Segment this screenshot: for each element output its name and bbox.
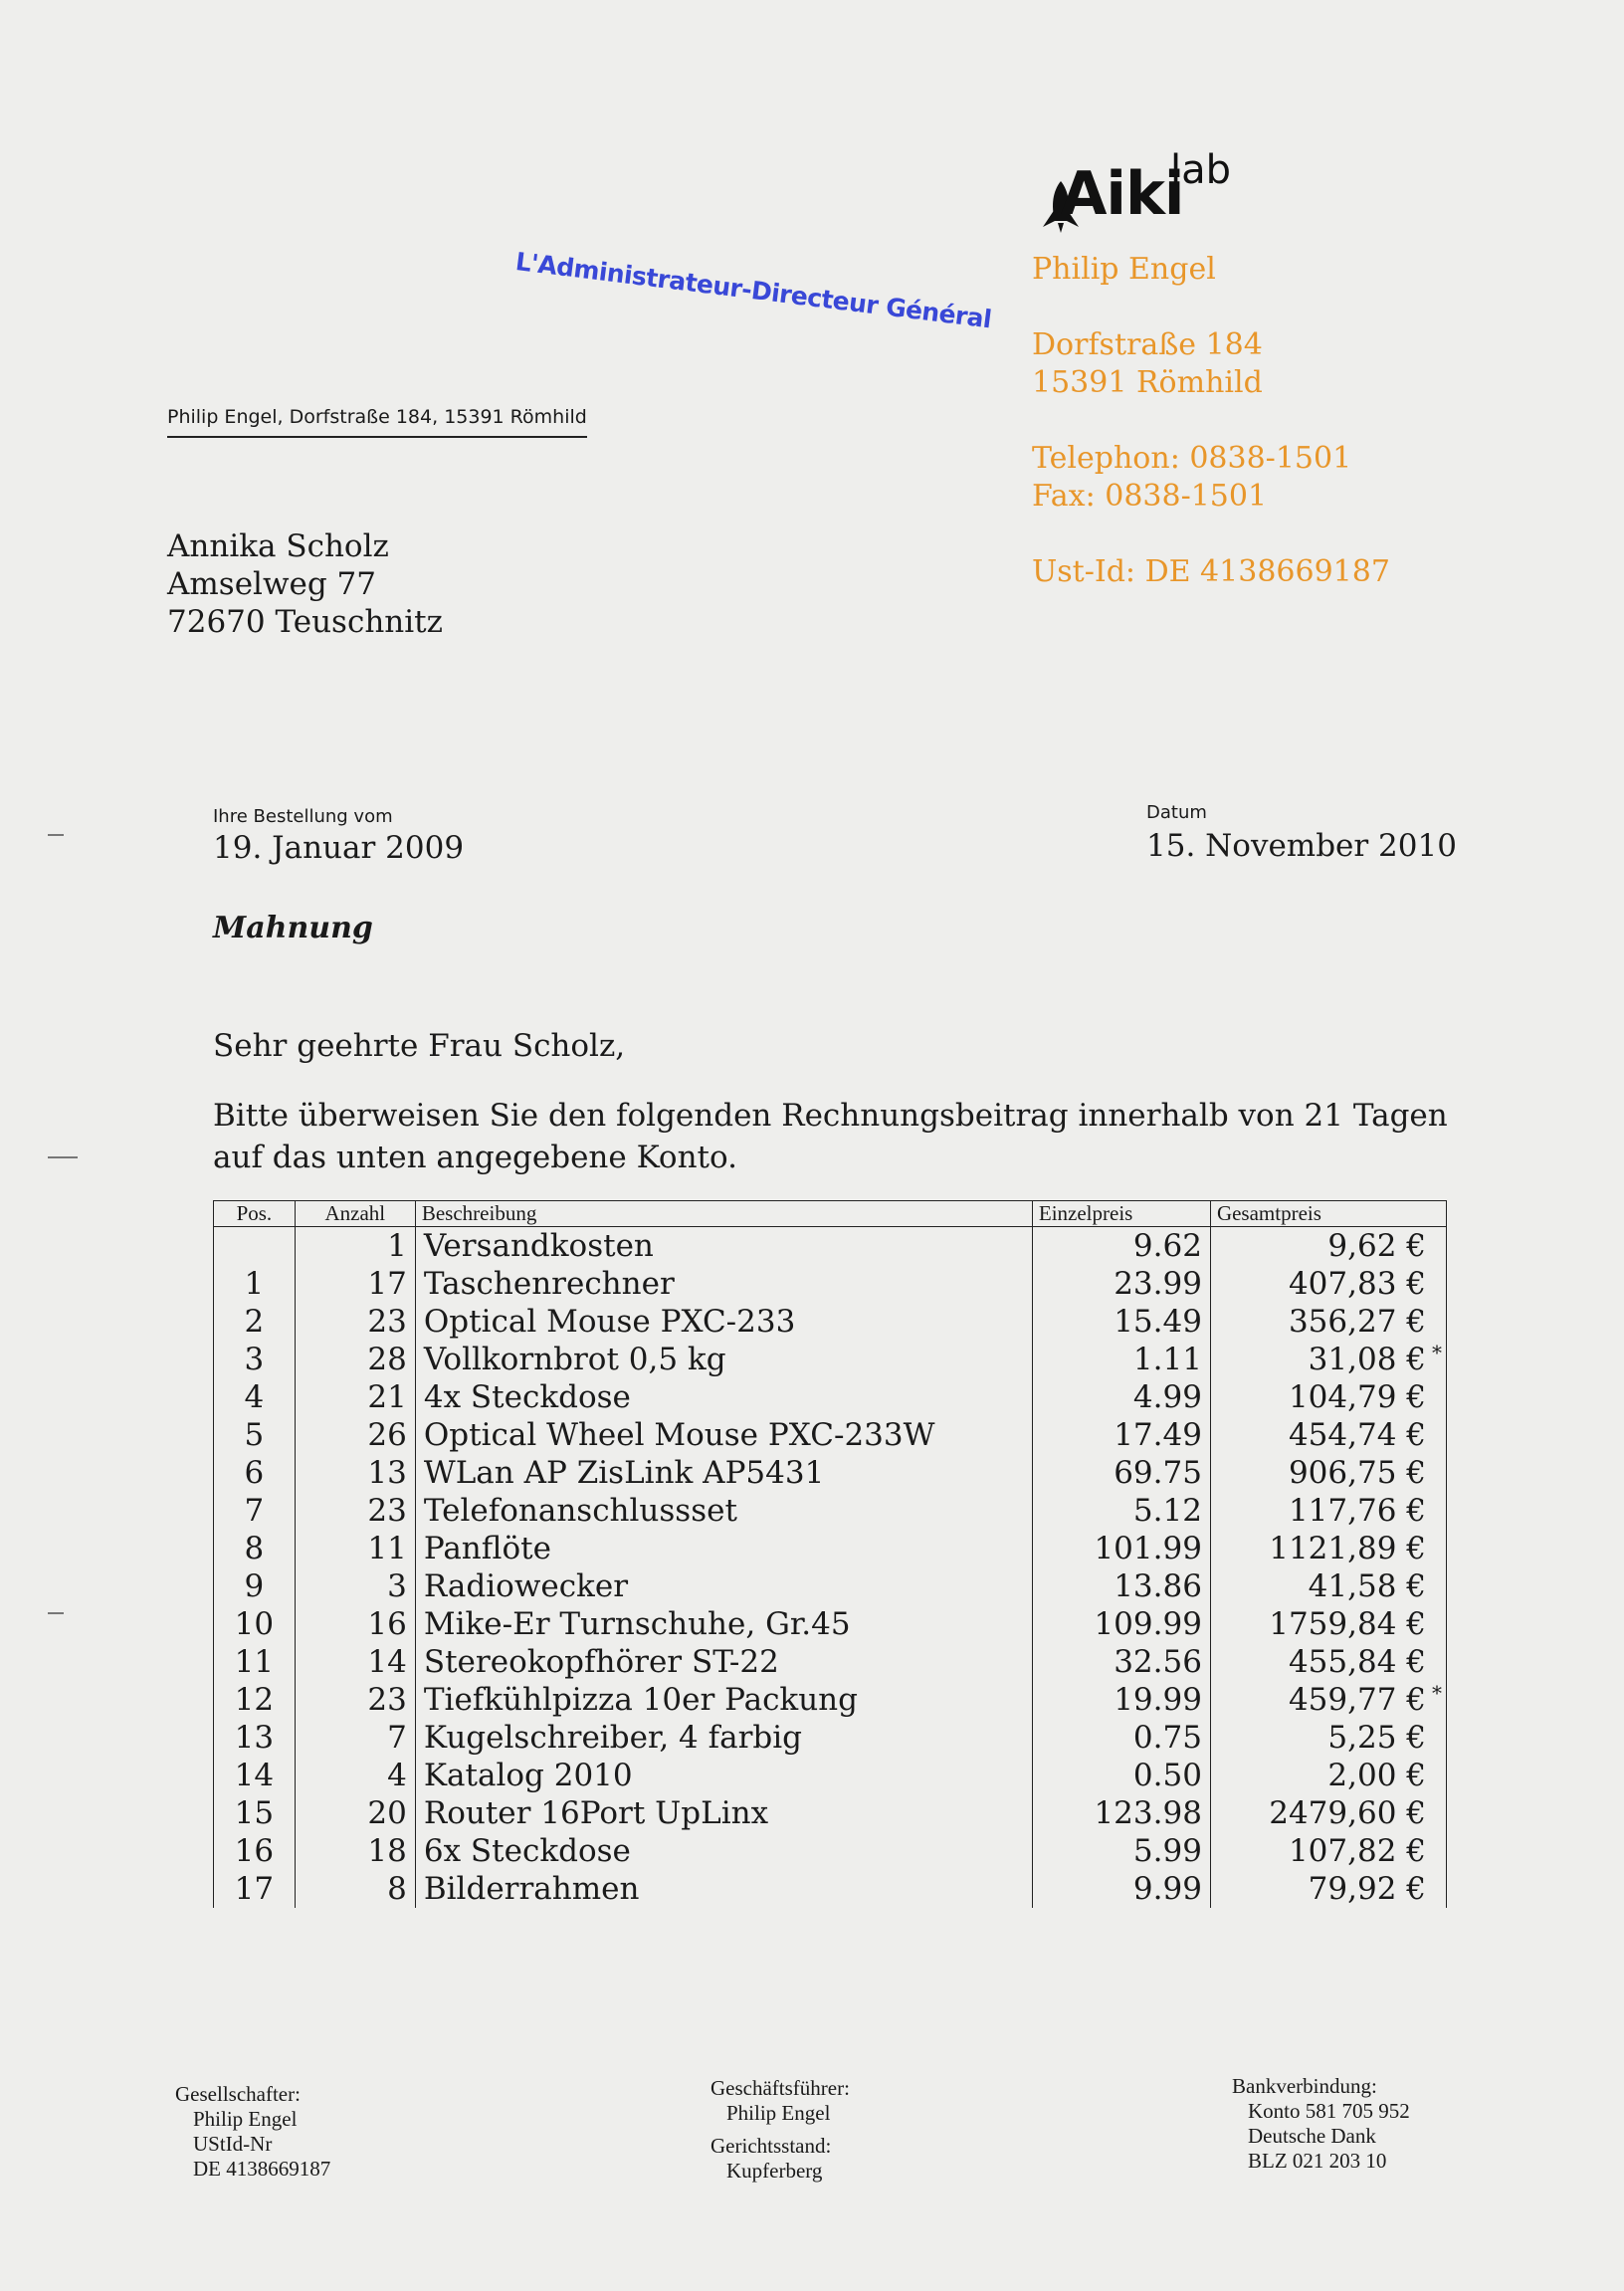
footer-partners-line: UStId-Nr (193, 2132, 273, 2156)
cell-total-price (1210, 1719, 1446, 1757)
cell-total-price (1210, 1227, 1446, 1266)
footnote-marker: * (1432, 1341, 1442, 1364)
footer-bank-line: Deutsche Dank (1248, 2124, 1376, 2148)
sender-fax: Fax: 0838-1501 (1032, 479, 1268, 514)
recipient-city: 72670 Teuschnitz (167, 604, 443, 640)
cell-description: Katalog 2010 (415, 1757, 1032, 1794)
cell-description: Tiefkühlpizza 10er Packung (415, 1681, 1032, 1719)
cell-quantity: 4 (295, 1757, 415, 1794)
table-row (214, 1870, 1447, 1908)
table-row (214, 1794, 1447, 1832)
total-value: 107,82 € (1288, 1833, 1426, 1869)
footer-court-place: Kupferberg (726, 2159, 823, 2183)
cell-quantity: 28 (295, 1341, 415, 1378)
cell-description: Router 16Port UpLinx (415, 1794, 1032, 1832)
cell-total-price (1210, 1567, 1446, 1605)
table-row (214, 1719, 1447, 1757)
total-value: 9,62 € (1327, 1228, 1426, 1264)
cell-quantity: 16 (295, 1605, 415, 1643)
cell-total-price (1210, 1530, 1446, 1567)
cell-total-price (1210, 1341, 1446, 1378)
cell-total-price (1210, 1681, 1446, 1719)
table-row (214, 1378, 1447, 1416)
table-row (214, 1643, 1447, 1681)
cell-total-price (1210, 1643, 1446, 1681)
letter-date: 15. November 2010 (1146, 828, 1457, 864)
order-date: 19. Januar 2009 (213, 830, 465, 866)
cell-pos: 17 (214, 1870, 296, 1908)
total-value: 117,76 € (1288, 1493, 1426, 1529)
table-row (214, 1416, 1447, 1454)
table-row (214, 1492, 1447, 1530)
sender-name: Philip Engel (1032, 252, 1216, 287)
cell-description: Optical Wheel Mouse PXC-233W (415, 1416, 1032, 1454)
table-row (214, 1341, 1447, 1378)
cell-unit-price: 101.99 (1032, 1530, 1210, 1567)
cell-pos: 3 (214, 1341, 296, 1378)
punch-mark (48, 1156, 78, 1158)
cell-quantity: 14 (295, 1643, 415, 1681)
cell-unit-price: 17.49 (1032, 1416, 1210, 1454)
cell-pos: 8 (214, 1530, 296, 1567)
cell-pos: 5 (214, 1416, 296, 1454)
footer-court-title: Gerichtsstand: (710, 2134, 832, 2158)
cell-pos: 6 (214, 1454, 296, 1492)
cell-description: 6x Steckdose (415, 1832, 1032, 1870)
cell-total-price (1210, 1492, 1446, 1530)
cell-description: Bilderrahmen (415, 1870, 1032, 1908)
header-total-price: Gesamtpreis (1210, 1201, 1446, 1227)
subject: Mahnung (213, 911, 373, 945)
total-value: 1759,84 € (1269, 1606, 1426, 1642)
footer-management (710, 2076, 850, 2184)
message-line-1: Bitte überweisen Sie den folgenden Rechnungsbeitrag innerhalb von 21 Tagen (213, 1098, 1448, 1134)
cell-description: Optical Mouse PXC-233 (415, 1303, 1032, 1341)
cell-unit-price: 5.12 (1032, 1492, 1210, 1530)
header-pos: Pos. (214, 1201, 296, 1227)
footer-partners-line: DE 4138669187 (193, 2157, 331, 2181)
table-row (214, 1605, 1447, 1643)
recipient-street: Amselweg 77 (167, 566, 376, 602)
logo-text: Aiki (1061, 159, 1184, 229)
footer-bank-line: Konto 581 705 952 (1248, 2099, 1410, 2123)
cell-unit-price: 1.11 (1032, 1341, 1210, 1378)
cell-unit-price: 0.50 (1032, 1757, 1210, 1794)
table-row (214, 1530, 1447, 1567)
total-value: 104,79 € (1288, 1379, 1426, 1415)
footer-bank-line: BLZ 021 203 10 (1248, 2149, 1387, 2173)
cell-quantity: 23 (295, 1681, 415, 1719)
cell-description: Mike-Er Turnschuhe, Gr.45 (415, 1605, 1032, 1643)
total-value: 356,27 € (1288, 1304, 1426, 1340)
table-row (214, 1567, 1447, 1605)
logo-superscript: lab (1170, 147, 1232, 193)
cell-description: Telefonanschlussset (415, 1492, 1032, 1530)
cell-pos: 16 (214, 1832, 296, 1870)
cell-description: Kugelschreiber, 4 farbig (415, 1719, 1032, 1757)
cell-unit-price: 15.49 (1032, 1303, 1210, 1341)
cell-pos: 13 (214, 1719, 296, 1757)
cell-description: Radiowecker (415, 1567, 1032, 1605)
cell-quantity: 21 (295, 1378, 415, 1416)
cell-quantity: 17 (295, 1265, 415, 1303)
cell-pos: 14 (214, 1757, 296, 1794)
total-value: 31,08 € (1308, 1342, 1426, 1377)
cell-unit-price: 32.56 (1032, 1643, 1210, 1681)
header-description: Beschreibung (415, 1201, 1032, 1227)
cell-description: 4x Steckdose (415, 1378, 1032, 1416)
total-value: 5,25 € (1327, 1720, 1426, 1756)
cell-pos: 11 (214, 1643, 296, 1681)
total-value: 407,83 € (1288, 1266, 1426, 1302)
cell-description: Panflöte (415, 1530, 1032, 1567)
cell-description: Versandkosten (415, 1227, 1032, 1266)
cell-quantity: 11 (295, 1530, 415, 1567)
footer-partners (175, 2082, 330, 2182)
salutation: Sehr geehrte Frau Scholz, (213, 1028, 626, 1064)
footer-bank (1232, 2074, 1410, 2174)
total-value: 454,74 € (1288, 1417, 1426, 1453)
cell-unit-price: 69.75 (1032, 1454, 1210, 1492)
cell-unit-price: 19.99 (1032, 1681, 1210, 1719)
invoice-table (213, 1200, 1447, 1908)
table-row (214, 1227, 1447, 1266)
cell-pos (214, 1227, 296, 1266)
sender-street: Dorfstraße 184 (1032, 327, 1263, 362)
cell-unit-price: 9.99 (1032, 1870, 1210, 1908)
cell-pos: 1 (214, 1265, 296, 1303)
footer-bank-title: Bankverbindung: (1232, 2074, 1377, 2098)
table-row (214, 1454, 1447, 1492)
cell-description: Taschenrechner (415, 1265, 1032, 1303)
total-value: 41,58 € (1308, 1568, 1426, 1604)
recipient-name: Annika Scholz (167, 528, 389, 564)
cell-unit-price: 109.99 (1032, 1605, 1210, 1643)
cell-total-price (1210, 1870, 1446, 1908)
date-label: Datum (1146, 802, 1207, 823)
cell-total-price (1210, 1832, 1446, 1870)
table-row (214, 1681, 1447, 1719)
footer-partners-line: Philip Engel (193, 2107, 298, 2131)
cell-unit-price: 5.99 (1032, 1832, 1210, 1870)
cell-total-price (1210, 1605, 1446, 1643)
cell-unit-price: 23.99 (1032, 1265, 1210, 1303)
total-value: 2479,60 € (1269, 1795, 1426, 1831)
cell-total-price (1210, 1378, 1446, 1416)
cell-quantity: 20 (295, 1794, 415, 1832)
header-quantity: Anzahl (295, 1201, 415, 1227)
table-row (214, 1832, 1447, 1870)
total-value: 459,77 € (1288, 1682, 1426, 1718)
cell-pos: 4 (214, 1378, 296, 1416)
fold-mark (48, 834, 64, 836)
table-row (214, 1757, 1447, 1794)
sender-vat-id: Ust-Id: DE 4138669187 (1032, 554, 1390, 589)
cell-pos: 7 (214, 1492, 296, 1530)
total-value: 2,00 € (1327, 1758, 1426, 1793)
return-address: Philip Engel, Dorfstraße 184, 15391 Römhild (167, 406, 587, 428)
cell-quantity: 3 (295, 1567, 415, 1605)
cell-unit-price: 4.99 (1032, 1378, 1210, 1416)
cell-pos: 15 (214, 1794, 296, 1832)
cell-quantity: 26 (295, 1416, 415, 1454)
company-logo (1041, 139, 1240, 239)
table-header-row (214, 1201, 1447, 1227)
cell-pos: 2 (214, 1303, 296, 1341)
cell-pos: 9 (214, 1567, 296, 1605)
cell-quantity: 7 (295, 1719, 415, 1757)
cell-unit-price: 0.75 (1032, 1719, 1210, 1757)
order-date-label: Ihre Bestellung vom (213, 806, 393, 827)
sender-city: 15391 Römhild (1032, 365, 1263, 400)
footnote-marker: * (1432, 1681, 1442, 1705)
header-unit-price: Einzelpreis (1032, 1201, 1210, 1227)
total-value: 455,84 € (1288, 1644, 1426, 1680)
total-value: 79,92 € (1308, 1871, 1426, 1907)
table-row (214, 1265, 1447, 1303)
cell-pos: 12 (214, 1681, 296, 1719)
cell-quantity: 18 (295, 1832, 415, 1870)
cell-pos: 10 (214, 1605, 296, 1643)
cell-total-price (1210, 1454, 1446, 1492)
cell-quantity: 8 (295, 1870, 415, 1908)
cell-total-price (1210, 1265, 1446, 1303)
cell-description: Stereokopfhörer ST-22 (415, 1643, 1032, 1681)
cell-description: WLan AP ZisLink AP5431 (415, 1454, 1032, 1492)
cell-description: Vollkornbrot 0,5 kg (415, 1341, 1032, 1378)
footer-partners-title: Gesellschafter: (175, 2082, 301, 2106)
fold-mark (48, 1612, 64, 1614)
return-address-rule (167, 436, 587, 438)
cell-unit-price: 9.62 (1032, 1227, 1210, 1266)
cell-quantity: 13 (295, 1454, 415, 1492)
message-line-2: auf das unten angegebene Konto. (213, 1140, 737, 1175)
sender-phone: Telephon: 0838-1501 (1032, 441, 1352, 476)
cell-quantity: 23 (295, 1303, 415, 1341)
cell-total-price (1210, 1794, 1446, 1832)
total-value: 906,75 € (1288, 1455, 1426, 1491)
total-value: 1121,89 € (1269, 1531, 1426, 1566)
cell-unit-price: 123.98 (1032, 1794, 1210, 1832)
cell-unit-price: 13.86 (1032, 1567, 1210, 1605)
cell-quantity: 1 (295, 1227, 415, 1266)
cell-total-price (1210, 1416, 1446, 1454)
cell-total-price (1210, 1757, 1446, 1794)
footer-management-name: Philip Engel (726, 2101, 831, 2125)
stamp: L'Administrateur-Directeur Général (513, 247, 993, 334)
table-row (214, 1303, 1447, 1341)
cell-quantity: 23 (295, 1492, 415, 1530)
footer-management-title: Geschäftsführer: (710, 2076, 850, 2100)
cell-total-price (1210, 1303, 1446, 1341)
